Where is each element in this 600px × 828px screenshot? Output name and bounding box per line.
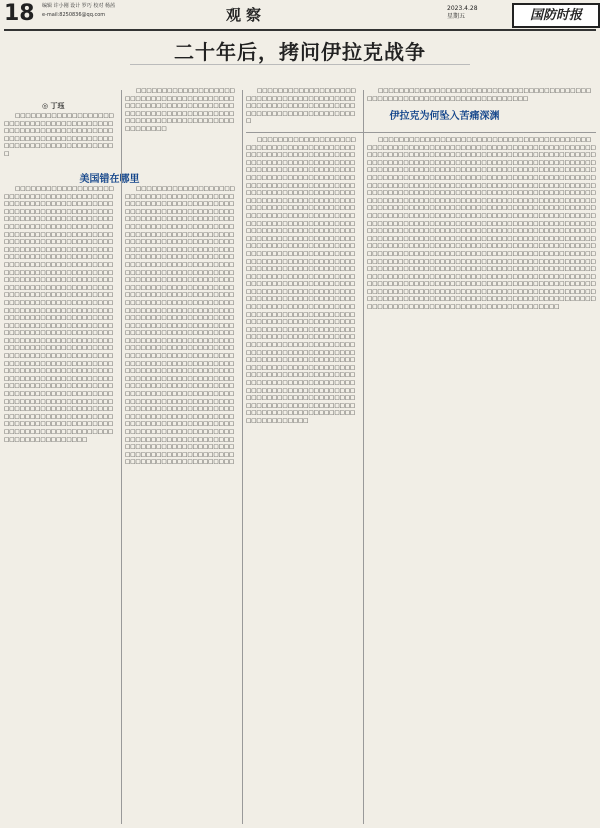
column-2-top bbox=[125, 88, 238, 160]
article-headline: 二十年后，拷问伊拉克战争 bbox=[174, 40, 426, 64]
date-text: 2023.4.28 bbox=[447, 5, 478, 12]
paragraph: □□□□□□□□□□□□□□□□□□□□□□□□□□□□□□□□□□□□□□□□□□□□□□□□□□□□□□□□□□□□□□□□□□□□□□□□ bbox=[367, 88, 592, 102]
column-2-body bbox=[125, 186, 238, 822]
column-1-intro bbox=[4, 113, 117, 165]
column-divider bbox=[363, 90, 364, 824]
paragraph: □□□□□□□□□□□□□□□□□□□□□□□□□□□□□□□□□□□□□□□□□□□□□□□□□□□□□□□□□□□□□□□□□□□□□□□□□□□□□□□□□□□ bbox=[246, 88, 356, 125]
newspaper-logo: 国防时报 bbox=[512, 3, 600, 28]
paragraph: □□□□□□□□□□□□□□□□□□□□□□□□□□□□□□□□□□□□□□□□□□□□□□□□□□□□□□□□□□□□□□□□□□□□□□□□□□□□□□□□□□□□□□□□□□□□□□□□□□□□□□□□ bbox=[4, 113, 114, 157]
page-number: 18 bbox=[4, 1, 35, 26]
paragraph: □□□□□□□□□□□□□□□□□□□□□□□□□□□□□□□□□□□□□□□□□□□□□□□□□□□□□□□□□□□□□□□□□□□□□□□□□□□□□□□□□□□□□□□□□□□□□□□□□□□□□□□□□□□□□□□□□□□□□□□□□□□□□□□□□□□□□□□□□□□□□□□□□□□□□□□□□□□□□□□□□□□□□□□□□□□□□□□□□□□□□□□□□□□□□□□□□□□□□□□□□□□□□□□□□□□□□□□□□□□□□□□□□□□□□□□□□□□□□□□□□□□□□□□□□□□□□□□□□□□□□□□□□□□□□□□□□□□□□□□□□□□□□□□□□□□□□□□□□□□□□□□□□□□□□□□□□□□□□□□□□□□□□□□□□□□□□□□□□□□□□□□□□□□□□□□□□□□□□□□□□□□□□□□□□□□□□□□□□□□□□□□□□□□□□□□□□□□□□□□□□□□□□□□□□□□□□□□□□□□□□□□□□□□□□□□□□□□□□□□□□□□□□□□□□□□□□□□□□□□□□□□□□□□□□□□□□□□□□□□□□□□□□□□□□□□□□□□□□□□□□□□□□□□□□□□□□□□□□□□□□□□□□□□□□□□□□□□□□□□□□□□□□□□□□□□□□□□□□□□□□□□□□□□□□□□□□□□□□□□□□□□□□□□□□□□□□□□□□□□□□□□□□□□□□□□□□□□□□□□□□□□□□□□□□□□□□□□□□□□□□□□□□□□□□□□□□□□□□□□□□□□□□□□□□□□□□□□□□□□□□□□□□□□□□□□□□□□□□□□□□□□□□□□□□□□□□□□□□□□□□□□□□□□□□□□□□□□□□□□□□□□□□□□□□□□□□□□□□□□□□□□□□□□□□□□□□□□ bbox=[125, 186, 235, 466]
section-name: 观察 bbox=[226, 6, 267, 24]
header-rule bbox=[4, 29, 596, 31]
weekday-text: 星期五 bbox=[447, 13, 466, 20]
headline-underline bbox=[130, 64, 470, 65]
section-title-2: 伊拉克为何坠入苦痛深渊 bbox=[389, 111, 500, 122]
editor-credits: 编辑 许小刚 设计 罗巧 校对 杨茜 bbox=[42, 3, 115, 9]
section-rule bbox=[246, 132, 596, 133]
column-divider bbox=[121, 90, 122, 824]
column-1-body bbox=[4, 186, 117, 822]
column-3-body bbox=[246, 137, 359, 824]
column-4-top bbox=[367, 88, 596, 128]
column-4-body bbox=[367, 137, 596, 824]
paragraph: □□□□□□□□□□□□□□□□□□□□□□□□□□□□□□□□□□□□□□□□□□□□□□□□□□□□□□□□□□□□□□□□□□□□□□□□□□□□□□□□□□□□□□□□□□□□□□□□□□□□□□□□□□□□□□□□□□□□□□□□□□□□□□□□□□□□□□□□□□□□□□□□□□□□□□□□□□□□□□□□□□□□□□□□□□□□□□□□□□□□□□□□□□□□□□□□□□□□□□□□□□□□□□□□□□□□□□□□□□□□□□□□□□□□□□□□□□□□□□□□□□□□□□□□□□□□□□□□□□□□□□□□□□□□□□□□□□□□□□□□□□□□□□□□□□□□□□□□□□□□□□□□□□□□□□□□□□□□□□□□□□□□□□□□□□□□□□□□□□□□□□□□□□□□□□□□□□□□□□□□□□□□□□□□□□□□□□□□□□□□□□□□□□□□□□□□□□□□□□□□□□□□□□□□□□□□□□□□□□□□□□□□□□□□□□□□□□□□□□□□□□□□□□□□□□□□□□□□□□□□□□□□□□□□□□□□□□□□□□□□□□□□□□□□□□□□□□□□□□□□□□□□□□□□□□□□□□□□□□□□□□□□□□□□□□□□□□□□□□□□□□□□□□□□□□□□□□□□□□□□□□□□□□□□□□□□□□□□□□□□□□□□□□□□□□□□□□□□□□□□□□□□□□□□□□□□□□□□□□□□□□□□□□□□□□□□□□□□□□□□□□□□□□□□□□□□□□□□□□□□□□□□□□□□□□□□□□□□□□□□□□□□□□□□□□□□□□□□□□□□□□□□□□□□□□□□□□□□□□□□□□□□□□□□□□□□□□□□□□□□□□□□□□□□□□□□□□□□□□□□□□□□□□□□□□□□□□□□□□□□□□□□□□□ bbox=[246, 137, 356, 424]
paragraph: □□□□□□□□□□□□□□□□□□□□□□□□□□□□□□□□□□□□□□□□□□□□□□□□□□□□□□□□□□□□□□□□□□□□□□□□□□□□□□□□□□□□□□□□□□□□□□□□□□□□□□□□□□□□□□□□□□□□□□□□□□□□□□□□□□□□□□□□□□□□□□□□□□□□□□□□□□□□□□□□□□□□□□□□□□□□□□□□□□□□□□□□□□□□□□□□□□□□□□□□□□□□□□□□□□□□□□□□□□□□□□□□□□□□□□□□□□□□□□□□□□□□□□□□□□□□□□□□□□□□□□□□□□□□□□□□□□□□□□□□□□□□□□□□□□□□□□□□□□□□□□□□□□□□□□□□□□□□□□□□□□□□□□□□□□□□□□□□□□□□□□□□□□□□□□□□□□□□□□□□□□□□□□□□□□□□□□□□□□□□□□□□□□□□□□□□□□□□□□□□□□□□□□□□□□□□□□□□□□□□□□□□□□□□□□□□□□□□□□□□□□□□□□□□□□□□□□□□□□□□□□□□□□□□□□□□□□□□□□□□□□□□□□□□□□□□□□□□□□□□□□□□□□□□□□□□□□□□□□□□□□□□□□□□□□□□□□□□□□□□□□□□□□□□□□□□□□□□□□□□□□□□□□□□□□□□□□□□□□□□□□□□□□□□□□□□□□□□□□□□□□□□□□□□□□□□□□□□□□□□□□□□□□□□□□□□□□□□□□□□□□□□□□□□□□□□□□□□□□□□□□□□□□□□□□□□□□□□□□□□□□□□□□□□□□□□□□□□□□□□□□□□□□□□□□□□□□□□□□□□□□□□□□□□□□□□□□□□□□□□□□□□□□□□□□□□□□□□□□□□□□□□□□□□□□□□□□□□□□□□□□□□□□□□□□□□□□□□□□□□□□□□□□□□□□□□□□□□□□□□□□□□□□□□□□□□□□□□□□□□□□□□□□□□□□□□□□□□□□□□□□□□□□□□□□□□□□□□□□□□□□□□□□□□□□□□□□□□□□□□□□□□□□□□□□□□□□□□□□□□□□□□□□□□□□□□□□□□□□□□□□□□□□□□□□□□□□□□□□□□□□□□□□□□□□□□□□□□□□□□□□□□□□□□□□□□□□□□□□□□□□ bbox=[367, 137, 596, 311]
section-title-1: 美国错在哪里 bbox=[79, 174, 140, 185]
contact-email: e-mail:825⁠0836@qq.com bbox=[42, 12, 106, 18]
page-header bbox=[0, 0, 600, 28]
byline: ◎ 丁珏 bbox=[42, 101, 65, 110]
paragraph: □□□□□□□□□□□□□□□□□□□□□□□□□□□□□□□□□□□□□□□□□□□□□□□□□□□□□□□□□□□□□□□□□□□□□□□□□□□□□□□□□□□□□□□□□□□□□□□□□□□□□□□□□□□□□□□ bbox=[125, 88, 235, 132]
column-3-top bbox=[246, 88, 359, 128]
issue-date bbox=[447, 5, 478, 21]
paragraph: □□□□□□□□□□□□□□□□□□□□□□□□□□□□□□□□□□□□□□□□□□□□□□□□□□□□□□□□□□□□□□□□□□□□□□□□□□□□□□□□□□□□□□□□□□□□□□□□□□□□□□□□□□□□□□□□□□□□□□□□□□□□□□□□□□□□□□□□□□□□□□□□□□□□□□□□□□□□□□□□□□□□□□□□□□□□□□□□□□□□□□□□□□□□□□□□□□□□□□□□□□□□□□□□□□□□□□□□□□□□□□□□□□□□□□□□□□□□□□□□□□□□□□□□□□□□□□□□□□□□□□□□□□□□□□□□□□□□□□□□□□□□□□□□□□□□□□□□□□□□□□□□□□□□□□□□□□□□□□□□□□□□□□□□□□□□□□□□□□□□□□□□□□□□□□□□□□□□□□□□□□□□□□□□□□□□□□□□□□□□□□□□□□□□□□□□□□□□□□□□□□□□□□□□□□□□□□□□□□□□□□□□□□□□□□□□□□□□□□□□□□□□□□□□□□□□□□□□□□□□□□□□□□□□□□□□□□□□□□□□□□□□□□□□□□□□□□□□□□□□□□□□□□□□□□□□□□□□□□□□□□□□□□□□□□□□□□□□□□□□□□□□□□□□□□□□□□□□□□□□□□□□□□□□□□□□□□□□□□□□□□□□□□□□□□□□□□□□□□□□□□□□□□□□□□□□□□□□□□□□□□□□□□□□□□□□□□□□□□□□□□□□□□□□□□□□□□□□□□□□□□□□□□□□□□□□□□□□□□□□□□□□□□□□□□□□□□□□□□□□□□□□□□□ bbox=[4, 186, 114, 443]
column-divider bbox=[242, 90, 243, 824]
